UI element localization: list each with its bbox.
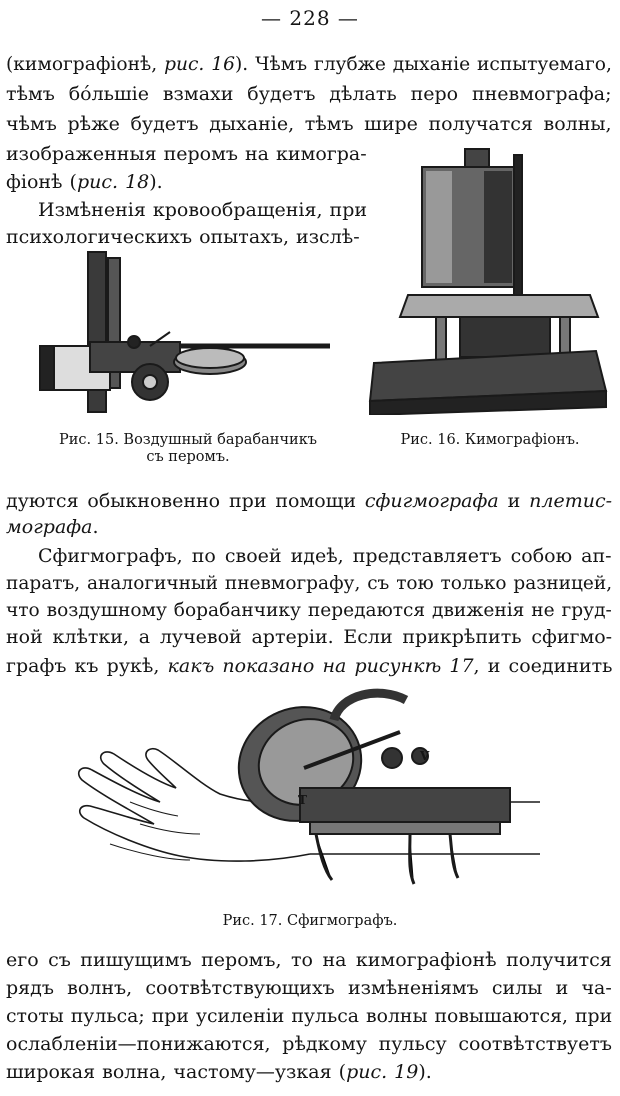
text-line: (кимографіонѣ, рис. 16). Чѣмъ глубже дыханіе испытуемаго, bbox=[6, 53, 612, 75]
text-line: фіонѣ (рис. 18). bbox=[6, 171, 163, 193]
figure-17-caption: Рис. 17. Сфигмографъ. bbox=[222, 913, 398, 929]
text-line: изображенныя перомъ на кимогра- bbox=[6, 143, 367, 165]
text-line: широкая волна, частому—узкая (рис. 19). bbox=[6, 1061, 432, 1083]
figure-15-air-drum-illustration bbox=[30, 250, 340, 420]
text-line: Измѣненія кровообращенія, при bbox=[38, 199, 368, 221]
figure-16-caption: Рис. 16. Кимографіонъ. bbox=[400, 432, 580, 448]
text-line: паратъ, аналогичный пневмографу, съ тою только разницей, bbox=[6, 572, 613, 594]
figure-17-label-v: V bbox=[420, 749, 430, 763]
text-line: стоты пульса; при усиленіи пульса волны повышаются, при bbox=[6, 1005, 613, 1027]
text-line: Сфигмографъ, по своей идеѣ, представляетъ собою ап- bbox=[38, 545, 612, 567]
text-line: что воздушному борабанчику передаются движенія не груд- bbox=[6, 599, 612, 621]
text-line: ной клѣтки, а лучевой артеріи. Если прикрѣпить сфигмо- bbox=[6, 626, 613, 648]
text-line: мографа. bbox=[6, 516, 99, 538]
text-line: тѣмъ бо́льшіе взмахи будетъ дѣлать перо пневмографа; bbox=[6, 83, 612, 105]
text-line: чѣмъ рѣже будетъ дыханіе, тѣмъ шире получатся волны, bbox=[6, 113, 612, 135]
figure-17-sphygmograph-illustration bbox=[70, 684, 550, 904]
figure-15-caption: Рис. 15. Воздушный барабанчикъ съ перомъ. bbox=[58, 432, 318, 465]
text-line: дуются обыкновенно при помощи сфигмографа и плетис- bbox=[6, 490, 613, 512]
text-line: графъ къ рукѣ, какъ показано на рисункѣ 17, и соединить bbox=[6, 655, 613, 677]
text-line: его съ пишущимъ перомъ, то на кимографіонѣ получится bbox=[6, 949, 612, 971]
figure-16-kymograph-illustration bbox=[360, 145, 610, 415]
text-line: ослабленіи—понижаются, рѣдкому пульсу соотвѣтствуетъ bbox=[6, 1033, 612, 1055]
page-number: — 228 — bbox=[261, 6, 359, 30]
text-line: психологическихъ опытахъ, изслѣ- bbox=[6, 226, 360, 248]
text-line: рядъ волнъ, соотвѣтствующихъ измѣненіямъ силы и ча- bbox=[6, 977, 612, 999]
figure-17-label-t: T bbox=[298, 793, 307, 807]
